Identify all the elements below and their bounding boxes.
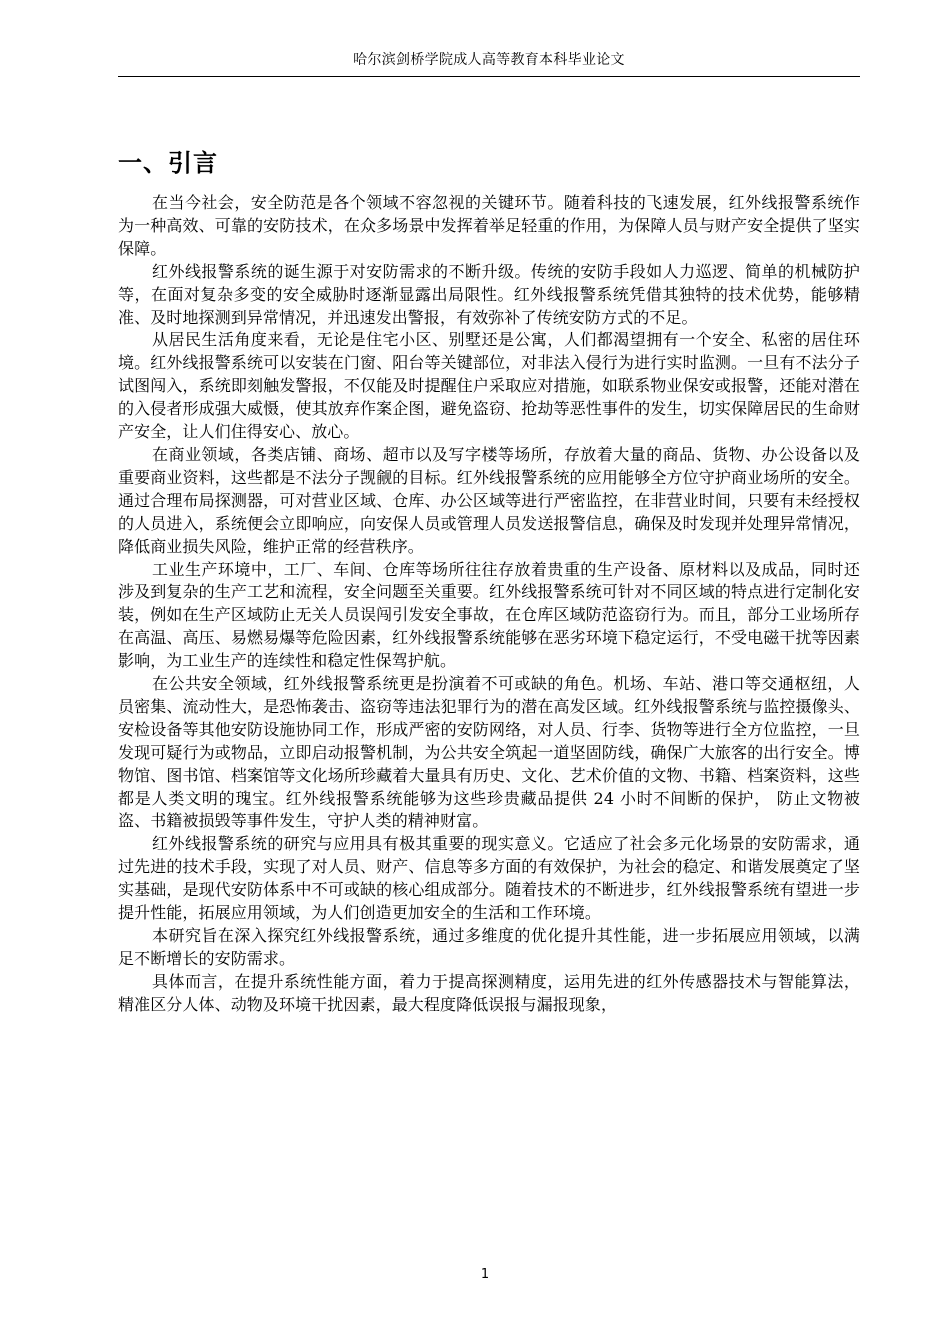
paragraph: 从居民生活角度来看，无论是住宅小区、别墅还是公寓，人们都渴望拥有一个安全、私密的居住环境。红外线报警系统可以安装在门窗、阳台等关键部位，对非法入侵行为进行实时监测。一旦有不法分子试图闯入，系统即刻触发警报，不仅能及时提醒住户采取应对措施，如联系物业保安或报警，还能对潜在的入侵者形成强大威慑，使其放弃作案企图，避免盗窃、抢劫等恶性事件的发生，切实保障居民的生命财产安全，让人们住得安心、放心。 [118,330,860,442]
paragraph: 工业生产环境中，工厂、车间、仓库等场所往往存放着贵重的生产设备、原材料以及成品，同时还涉及到复杂的生产工艺和流程，安全问题至关重要。红外线报警系统可针对不同区域的特点进行定制化安装，例如在生产区域防止无关人员误闯引发安全事故，在仓库区域防范盗窃行为。而且，部分工业场所存在高温、高压、易燃易爆等危险因素，红外线报警系统能够在恶劣环境下稳定运行，不受电磁干扰等因素影响，为工业生产的连续性和稳定性保驾护航。 [118,559,860,671]
paragraph: 在商业领域，各类店铺、商场、超市以及写字楼等场所，存放着大量的商品、货物、办公设备以及重要商业资料，这些都是不法分子觊觎的目标。红外线报警系统的应用能够全方位守护商业场所的安全。通过合理布局探测器，可对营业区域、仓库、办公区域等进行严密监控，在非营业时间，只要有未经授权的人员进入，系统便会立即响应，向安保人员或管理人员发送报警信息，确保及时发现并处理异常情况，降低商业损失风险，维护正常的经营秩序。 [118,444,860,556]
paragraph: 具体而言，在提升系统性能方面，着力于提高探测精度，运用先进的红外传感器技术与智能算法，精准区分人体、动物及环境干扰因素，最大程度降低误报与漏报现象， [118,971,860,1014]
body-text [118,192,860,1017]
section-title: 一、引言 [118,149,218,177]
paragraph: 在当今社会，安全防范是各个领域不容忽视的关键环节。随着科技的飞速发展，红外线报警系统作为一种高效、可靠的安防技术，在众多场景中发挥着举足轻重的作用，为保障人员与财产安全提供了坚实保障。 [118,193,860,258]
paragraph: 本研究旨在深入探究红外线报警系统，通过多维度的优化提升其性能，进一步拓展应用领域，以满足不断增长的安防需求。 [118,926,860,968]
page-header: 哈尔滨剑桥学院成人高等教育本科毕业论文 [118,50,860,77]
paragraph: 红外线报警系统的诞生源于对安防需求的不断升级。传统的安防手段如人力巡逻、简单的机械防护等，在面对复杂多变的安全威胁时逐渐显露出局限性。红外线报警系统凭借其独特的技术优势，能够精准、及时地探测到异常情况，并迅速发出警报，有效弥补了传统安防方式的不足。 [118,261,860,327]
paragraph: 红外线报警系统的研究与应用具有极其重要的现实意义。它适应了社会多元化场景的安防需求，通过先进的技术手段，实现了对人员、财产、信息等多方面的有效保护，为社会的稳定、和谐发展奠定了坚实基础，是现代安防体系中不可或缺的核心组成部分。随着技术的不断进步，红外线报警系统有望进一步提升性能，拓展应用领域，为人们创造更加安全的生活和工作环境。 [118,834,860,923]
paragraph: 在公共安全领域，红外线报警系统更是扮演着不可或缺的角色。机场、车站、港口等交通枢纽，人员密集、流动性大，是恐怖袭击、盗窃等违法犯罪行为的潜在高发区域。红外线报警系统与监控摄像头、安检设备等其他安防设施协同工作，形成严密的安防网络，对人员、行李、货物等进行全方位监控，一旦发现可疑行为或物品，立即启动报警机制，为公共安全筑起一道坚固防线，确保广大旅客的出行安全。博物馆、图书馆、档案馆等文化场所珍藏着大量具有历史、文化、艺术价值的文物、书籍、档案资料，这些都是人类文明的瑰宝。红外线报警系统能够为这些珍贵藏品提供 24 小时不间断的保护， 防止文物被盗、书籍被损毁等事件发生，守护人类的精神财富。 [118,674,860,831]
page-number: 1 [480,1267,490,1282]
